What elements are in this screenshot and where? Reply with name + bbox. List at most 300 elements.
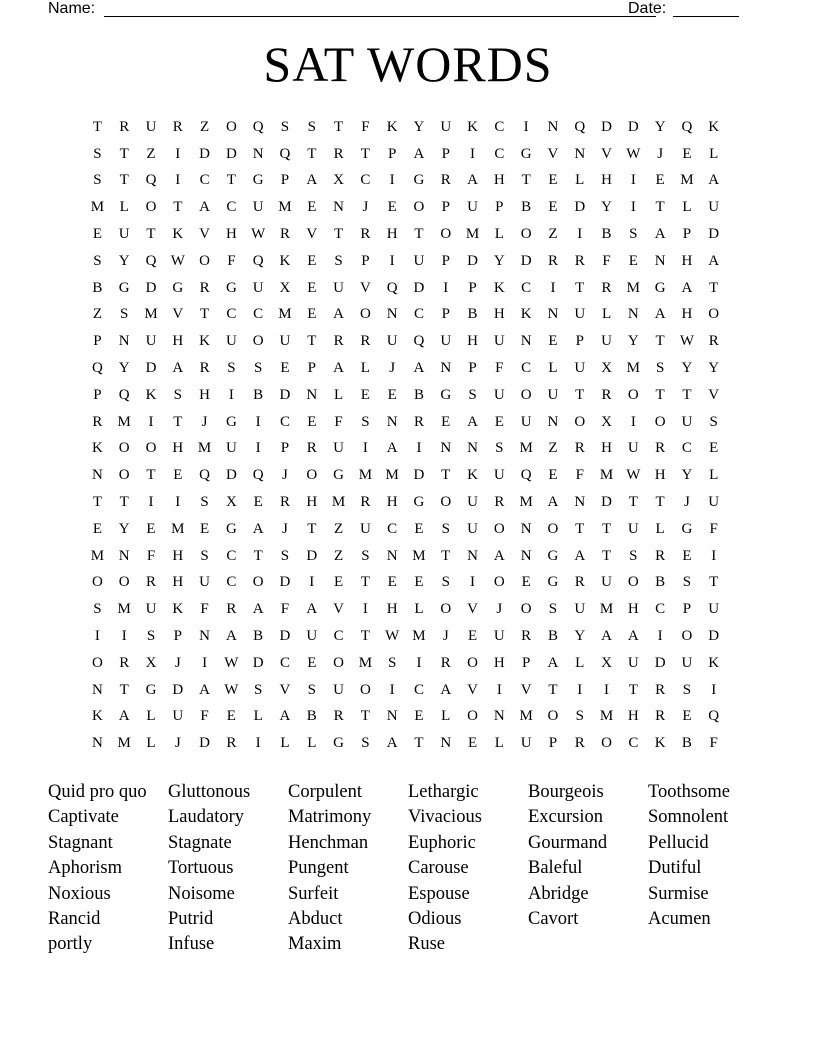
grid-letter: U: [493, 386, 505, 403]
grid-letter: S: [575, 708, 584, 725]
grid-letter: V: [199, 226, 210, 243]
grid-letter: Q: [199, 467, 210, 484]
grid-letter: P: [307, 360, 316, 377]
grid-letter: E: [146, 520, 156, 537]
grid-letter: T: [521, 172, 531, 189]
grid-letter: N: [627, 306, 639, 323]
grid-letter: L: [280, 735, 290, 752]
grid-letter: T: [682, 386, 692, 403]
grid-letter: R: [333, 708, 344, 725]
grid-letter: O: [440, 226, 452, 243]
grid-letter: K: [91, 440, 103, 457]
grid-letter: C: [413, 306, 424, 323]
grid-letter: U: [520, 735, 532, 752]
grid-letter: K: [654, 735, 666, 752]
grid-letter: U: [627, 440, 639, 457]
grid-letter: O: [118, 440, 130, 457]
grid-letter: Q: [520, 467, 532, 484]
grid-letter: T: [360, 708, 370, 725]
grid-letter: L: [441, 708, 451, 725]
grid-letter: M: [358, 467, 373, 484]
grid-letter: A: [627, 628, 639, 645]
grid-letter: E: [682, 547, 692, 564]
grid-letter: L: [494, 226, 504, 243]
grid-letter: B: [467, 306, 478, 323]
grid-letter: M: [599, 708, 614, 725]
grid-letter: Y: [654, 118, 666, 135]
grid-letter: S: [629, 547, 638, 564]
word-list-item: Noxious: [48, 883, 111, 904]
grid-letter: U: [145, 118, 157, 135]
grid-letter: M: [680, 172, 694, 189]
grid-letter: M: [90, 547, 105, 564]
grid-letter: V: [172, 306, 184, 323]
grid-letter: H: [493, 654, 505, 671]
grid-letter: I: [389, 681, 395, 698]
grid-letter: C: [333, 628, 344, 645]
grid-letter: L: [494, 735, 504, 752]
grid-letter: U: [333, 440, 344, 457]
grid-letter: P: [280, 440, 290, 457]
grid-letter: N: [493, 708, 505, 725]
grid-letter: Y: [118, 252, 130, 269]
grid-letter: T: [360, 574, 370, 591]
grid-letter: P: [441, 199, 450, 216]
grid-letter: U: [118, 226, 130, 243]
grid-letter: T: [119, 494, 129, 511]
grid-letter: V: [708, 386, 720, 403]
word-list-item: Gluttonous: [168, 782, 251, 802]
grid-letter: S: [227, 360, 236, 377]
grid-letter: R: [119, 118, 130, 135]
grid-letter: E: [441, 413, 451, 430]
grid-letter: S: [361, 735, 370, 752]
grid-letter: O: [252, 333, 264, 350]
grid-letter: G: [547, 547, 559, 564]
grid-letter: S: [548, 601, 558, 618]
grid-letter: E: [548, 172, 558, 189]
grid-letter: F: [280, 601, 290, 618]
grid-letter: G: [333, 467, 344, 484]
grid-letter: M: [412, 547, 426, 564]
grid-letter: R: [655, 440, 666, 457]
grid-letter: C: [199, 172, 210, 189]
grid-letter: I: [175, 494, 181, 511]
grid-letter: Z: [333, 520, 344, 537]
grid-letter: H: [601, 440, 612, 457]
grid-letter: W: [170, 252, 185, 269]
grid-letter: E: [387, 574, 397, 591]
grid-letter: C: [628, 735, 639, 752]
grid-letter: U: [708, 494, 720, 511]
grid-letter: R: [655, 547, 666, 564]
grid-letter: T: [655, 333, 665, 350]
grid-letter: O: [413, 199, 425, 216]
grid-letter: K: [467, 118, 478, 135]
grid-letter: A: [386, 735, 398, 752]
grid-letter: D: [279, 628, 291, 645]
grid-letter: N: [91, 467, 103, 484]
grid-letter: N: [252, 145, 264, 162]
grid-letter: O: [145, 199, 157, 216]
grid-letter: S: [120, 306, 129, 323]
grid-letter: C: [226, 199, 237, 216]
grid-letter: Y: [493, 252, 505, 269]
grid-letter: R: [199, 360, 210, 377]
grid-letter: Y: [681, 360, 693, 377]
grid-letter: A: [574, 547, 586, 564]
grid-letter: I: [389, 172, 395, 189]
grid-letter: T: [173, 413, 183, 430]
grid-letter: A: [252, 601, 264, 618]
grid-letter: U: [681, 654, 693, 671]
grid-letter: R: [145, 574, 156, 591]
grid-letter: S: [200, 494, 209, 511]
grid-letter: D: [279, 574, 291, 591]
grid-letter: S: [93, 145, 102, 162]
grid-letter: Y: [601, 199, 612, 216]
grid-letter: X: [601, 654, 612, 671]
grid-letter: T: [333, 226, 344, 243]
grid-letter: L: [655, 520, 665, 537]
grid-letter: R: [574, 574, 585, 591]
grid-letter: R: [279, 226, 290, 243]
grid-letter: I: [148, 413, 154, 430]
grid-letter: A: [413, 145, 425, 162]
grid-letter: U: [279, 333, 291, 350]
grid-letter: F: [200, 601, 209, 618]
grid-letter: M: [358, 654, 373, 671]
grid-letter: M: [117, 413, 131, 430]
grid-letter: B: [601, 226, 612, 243]
grid-letter: B: [655, 574, 666, 591]
grid-letter: N: [306, 386, 318, 403]
grid-letter: S: [307, 681, 316, 698]
grid-letter: R: [333, 145, 344, 162]
grid-letter: M: [599, 467, 614, 484]
grid-letter: O: [520, 226, 532, 243]
grid-letter: D: [708, 628, 720, 645]
grid-letter: U: [493, 467, 505, 484]
grid-letter: V: [547, 145, 559, 162]
grid-letter: D: [601, 494, 612, 511]
grid-letter: A: [333, 360, 344, 377]
grid-letter: R: [655, 708, 666, 725]
grid-letter: J: [442, 628, 449, 645]
grid-letter: M: [385, 467, 399, 484]
grid-letter: E: [307, 252, 317, 269]
grid-letter: U: [333, 279, 344, 296]
grid-letter: U: [627, 654, 639, 671]
grid-letter: A: [681, 279, 693, 296]
word-list-item: Stagnate: [168, 832, 232, 853]
grid-letter: A: [225, 628, 237, 645]
grid-letter: A: [654, 306, 666, 323]
grid-letter: M: [117, 735, 131, 752]
grid-letter: R: [574, 735, 585, 752]
grid-letter: Y: [681, 467, 693, 484]
grid-letter: F: [602, 252, 611, 269]
grid-letter: E: [307, 413, 317, 430]
word-list-item: Vivacious: [408, 807, 482, 828]
grid-letter: I: [443, 279, 449, 296]
grid-letter: S: [441, 520, 450, 537]
grid-letter: N: [467, 440, 478, 457]
grid-letter: M: [144, 306, 158, 323]
word-list-item: Acumen: [648, 908, 711, 929]
grid-letter: E: [92, 226, 102, 243]
grid-letter: Y: [118, 360, 130, 377]
grid-letter: M: [90, 199, 105, 216]
grid-letter: C: [360, 172, 371, 189]
grid-letter: A: [172, 360, 184, 377]
grid-letter: R: [440, 654, 451, 671]
grid-letter: P: [575, 333, 584, 350]
grid-letter: C: [253, 306, 264, 323]
grid-letter: A: [708, 172, 720, 189]
word-list-item: Dutiful: [648, 858, 702, 879]
grid-letter: S: [200, 547, 209, 564]
grid-letter: N: [386, 547, 398, 564]
word-list-item: Abridge: [528, 883, 589, 904]
grid-letter: W: [224, 681, 239, 698]
grid-letter: E: [333, 574, 344, 591]
grid-letter: D: [654, 654, 666, 671]
grid-letter: E: [548, 467, 558, 484]
grid-letter: E: [253, 494, 263, 511]
grid-letter: R: [655, 681, 666, 698]
grid-letter: H: [172, 574, 184, 591]
grid-letter: T: [628, 494, 638, 511]
grid-letter: O: [547, 520, 559, 537]
grid-letter: T: [146, 226, 156, 243]
grid-letter: P: [682, 601, 692, 618]
grid-letter: A: [708, 252, 720, 269]
grid-letter: D: [601, 118, 612, 135]
grid-letter: R: [547, 252, 558, 269]
grid-letter: T: [601, 520, 612, 537]
grid-letter: J: [174, 735, 181, 752]
grid-letter: N: [386, 306, 398, 323]
grid-letter: C: [387, 520, 398, 537]
grid-letter: M: [519, 494, 533, 511]
grid-letter: I: [657, 628, 663, 645]
grid-letter: S: [387, 654, 397, 671]
grid-letter: G: [225, 520, 237, 537]
grid-letter: W: [626, 145, 641, 162]
grid-letter: G: [252, 172, 264, 189]
grid-letter: Z: [146, 145, 156, 162]
grid-letter: D: [172, 681, 184, 698]
grid-letter: U: [708, 199, 720, 216]
grid-letter: I: [309, 574, 315, 591]
grid-letter: B: [253, 628, 264, 645]
grid-letter: M: [197, 440, 212, 457]
grid-letter: H: [681, 306, 693, 323]
grid-letter: E: [709, 440, 719, 457]
grid-letter: U: [306, 628, 318, 645]
word-list-item: Euphoric: [408, 832, 476, 853]
grid-letter: P: [495, 199, 504, 216]
grid-letter: S: [254, 681, 263, 698]
grid-letter: Y: [574, 628, 586, 645]
grid-letter: T: [709, 574, 719, 591]
grid-letter: G: [225, 413, 237, 430]
grid-letter: N: [520, 547, 532, 564]
grid-letter: R: [494, 494, 505, 511]
grid-letter: U: [601, 333, 612, 350]
grid-letter: K: [386, 118, 398, 135]
grid-letter: U: [493, 628, 505, 645]
grid-letter: J: [174, 654, 181, 671]
grid-letter: C: [279, 654, 290, 671]
grid-letter: D: [199, 735, 210, 752]
grid-letter: R: [92, 413, 103, 430]
grid-letter: C: [226, 547, 237, 564]
grid-letter: I: [496, 681, 502, 698]
grid-letter: W: [679, 333, 695, 350]
grid-letter: M: [278, 306, 292, 323]
grid-letter: I: [148, 494, 154, 511]
grid-letter: W: [385, 628, 400, 645]
grid-letter: N: [520, 333, 532, 350]
grid-letter: E: [628, 252, 638, 269]
word-list-item: Pungent: [288, 858, 349, 879]
grid-letter: I: [362, 440, 368, 457]
grid-letter: C: [494, 145, 505, 162]
grid-letter: E: [548, 199, 558, 216]
grid-letter: G: [225, 279, 237, 296]
grid-letter: P: [173, 628, 182, 645]
grid-letter: M: [599, 601, 614, 618]
grid-letter: V: [279, 681, 291, 698]
grid-letter: I: [711, 547, 717, 564]
grid-letter: U: [199, 574, 210, 591]
grid-letter: B: [306, 708, 317, 725]
grid-letter: D: [252, 654, 264, 671]
word-list-item: Pellucid: [648, 832, 709, 853]
grid-letter: H: [199, 386, 210, 403]
grid-letter: C: [681, 440, 692, 457]
grid-letter: E: [387, 386, 397, 403]
grid-letter: X: [225, 494, 237, 511]
grid-letter: A: [333, 306, 344, 323]
grid-letter: U: [386, 333, 398, 350]
grid-letter: B: [521, 199, 532, 216]
grid-letter: U: [225, 440, 237, 457]
word-list-item: Ruse: [408, 934, 445, 955]
grid-letter: J: [389, 360, 396, 377]
grid-letter: F: [334, 413, 343, 430]
grid-letter: E: [467, 628, 478, 645]
grid-letter: E: [682, 708, 692, 725]
grid-letter: L: [414, 601, 424, 618]
grid-letter: O: [520, 386, 532, 403]
name-label: Name:: [48, 0, 96, 17]
grid-letter: B: [413, 386, 424, 403]
grid-letter: E: [682, 145, 692, 162]
grid-letter: S: [361, 413, 370, 430]
grid-letter: W: [626, 467, 641, 484]
grid-letter: M: [519, 440, 533, 457]
grid-letter: B: [92, 279, 103, 296]
grid-letter: T: [441, 467, 451, 484]
grid-letter: E: [307, 199, 317, 216]
grid-letter: P: [521, 654, 531, 671]
grid-letter: E: [494, 413, 504, 430]
grid-letter: A: [306, 601, 318, 618]
grid-letter: S: [173, 386, 182, 403]
grid-letter: R: [521, 628, 532, 645]
page-title: SAT WORDS: [263, 36, 553, 92]
grid-letter: I: [175, 172, 181, 189]
grid-letter: U: [520, 413, 532, 430]
grid-letter: N: [199, 628, 210, 645]
grid-letter: I: [255, 413, 261, 430]
grid-letter: O: [145, 440, 157, 457]
grid-letter: E: [414, 520, 424, 537]
grid-letter: H: [681, 252, 693, 269]
grid-letter: H: [225, 226, 237, 243]
grid-letter: R: [360, 333, 371, 350]
grid-letter: Y: [708, 360, 720, 377]
grid-letter: C: [226, 574, 237, 591]
grid-letter: J: [282, 520, 288, 537]
grid-letter: R: [601, 386, 612, 403]
word-list-item: Carouse: [408, 858, 469, 879]
grid-letter: S: [682, 574, 692, 591]
grid-letter: I: [362, 601, 368, 618]
grid-letter: F: [227, 252, 236, 269]
grid-letter: E: [387, 199, 397, 216]
grid-letter: V: [467, 681, 478, 698]
date-blank-line: [673, 16, 739, 17]
grid-letter: L: [333, 386, 344, 403]
grid-letter: N: [547, 118, 559, 135]
grid-letter: C: [655, 601, 666, 618]
grid-letter: Z: [92, 306, 102, 323]
grid-letter: S: [93, 172, 102, 189]
grid-letter: S: [146, 628, 156, 645]
grid-letter: B: [681, 735, 692, 752]
grid-letter: R: [574, 252, 585, 269]
grid-letter: A: [279, 708, 291, 725]
grid-letter: O: [440, 494, 452, 511]
grid-letter: C: [279, 413, 290, 430]
grid-letter: K: [91, 708, 103, 725]
grid-letter: S: [334, 252, 343, 269]
grid-letter: G: [520, 145, 532, 162]
grid-letter: I: [470, 574, 476, 591]
word-list-item: Corpulent: [288, 782, 362, 802]
grid-letter: C: [413, 681, 424, 698]
grid-letter: L: [575, 172, 585, 189]
grid-letter: U: [225, 333, 237, 350]
word-list-item: Baleful: [528, 858, 583, 879]
grid-letter: T: [333, 118, 344, 135]
grid-letter: T: [414, 226, 424, 243]
grid-letter: M: [412, 628, 426, 645]
grid-letter: O: [118, 574, 130, 591]
grid-letter: I: [577, 226, 583, 243]
grid-letter: Q: [145, 252, 157, 269]
grid-letter: G: [172, 279, 184, 296]
grid-letter: C: [521, 279, 532, 296]
word-list-item: Espouse: [408, 883, 470, 904]
grid-letter: X: [601, 413, 612, 430]
grid-letter: U: [145, 333, 157, 350]
grid-letter: I: [550, 279, 556, 296]
